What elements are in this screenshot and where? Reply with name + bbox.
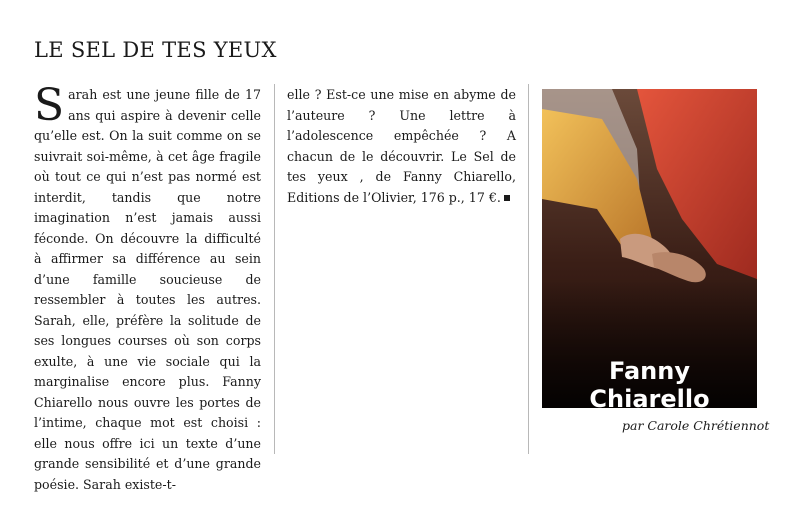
column-divider [274, 84, 275, 454]
drop-cap: S [34, 80, 65, 131]
end-mark-icon [504, 195, 510, 201]
author-credit: par Carole Chrétiennot [622, 418, 770, 433]
article-column-2 [287, 85, 516, 208]
column-divider [528, 84, 529, 454]
article-text-part-2: elle ? Est-ce une mise en abyme de l’auteure ? Une lettre à l’adolescence empêchée ? A chacun de le découvrir. Le Sel de tes yeux , de Fanny Chiarello, Editions de l’Olivier, 176 p., 17 €. [287, 87, 516, 205]
cover-author-line-1: Fanny [609, 357, 690, 385]
article-text-part-1: arah est une jeune fille de 17 ans qui aspire à devenir celle qu’elle est. On la suit comme on se suivrait soi-même, à cet âge fragile où tout ce qui n’est pas normé est interdit, tandis que notre imagination n’est jamais aussi féconde. On découvre la difficulté à affirmer sa différence au sein d’une famille soucieuse de ressembler à toutes les autres. Sarah, elle, préfère la solitude de ses longues courses où son corps exulte, à une vie sociale qui la marginalise encore plus. Fanny Chiarello nous ouvre les portes de l’intime, chaque mot est choisi : elle nous offre ici un texte d’une grande sensibilité et d’une grande poésie. Sarah existe-t- [34, 87, 261, 492]
article-title: LE SEL DE TES YEUX [34, 38, 277, 62]
cover-author-line-2: Chiarello [589, 385, 710, 408]
book-cover [542, 89, 757, 408]
article-column-1 [34, 80, 261, 495]
